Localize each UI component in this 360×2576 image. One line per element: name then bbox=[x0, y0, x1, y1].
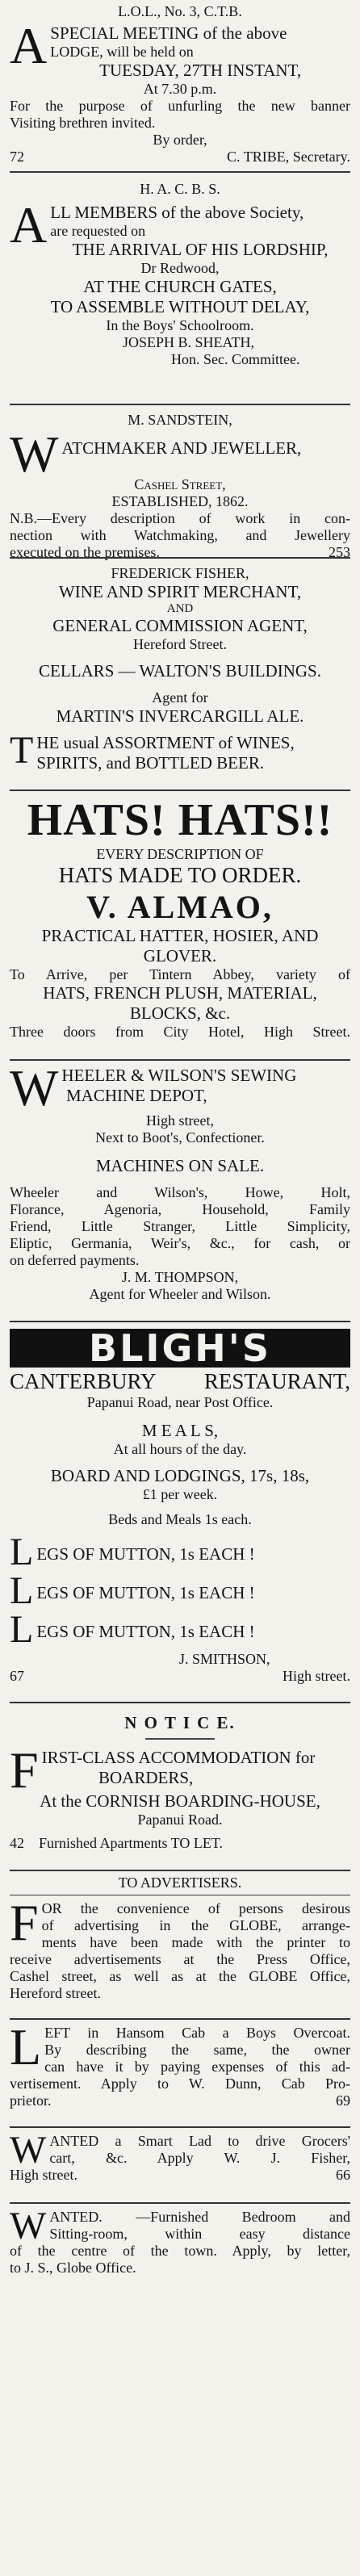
ad-text-line: Cashel Street, bbox=[134, 476, 226, 492]
column-rule bbox=[10, 1870, 350, 1871]
ad-text-line: of advertising in the GLOBE, arrange- bbox=[41, 1917, 350, 1933]
ad-text-line: Three doors from City Hotel, High Street. bbox=[10, 1024, 350, 1040]
ad-wanted-lad bbox=[10, 2129, 350, 2184]
ad-text-line: Wheeler and Wilson's, Howe, Holt, bbox=[10, 1184, 350, 1200]
column-rule bbox=[10, 557, 350, 559]
ad-text-line: TUESDAY, 27TH INSTANT, bbox=[99, 61, 302, 80]
ad-text-line: HATS, FRENCH PLUSH, MATERIAL, bbox=[43, 983, 317, 1003]
ad-text-line: TO ASSEMBLE WITHOUT DELAY, bbox=[50, 297, 310, 316]
ad-text-line: ESTABLISHED, 1862. bbox=[111, 493, 249, 509]
column-rule bbox=[10, 2126, 350, 2128]
drop-cap: L bbox=[10, 1531, 34, 1573]
ad-left-in-cab bbox=[10, 2018, 350, 2109]
ad-number: 253 bbox=[329, 544, 350, 560]
ad-headline: HATS! HATS!! bbox=[27, 795, 333, 845]
ad-text-line: By order, bbox=[153, 132, 207, 148]
ad-text-line: Papanui Road, near Post Office. bbox=[86, 1394, 274, 1410]
ad-signature: C. TRIBE, Secretary. bbox=[227, 149, 350, 165]
ad-text-line: ANTED. —Furnished Bedroom and bbox=[49, 2209, 350, 2225]
ad-text-line: High street. bbox=[10, 2167, 77, 2183]
title-rule bbox=[145, 1738, 215, 1740]
ad-text-line: At 7.30 p.m. bbox=[143, 81, 217, 97]
column-rule bbox=[10, 1702, 350, 1703]
ad-text-line: IRST-CLASS ACCOMMODATION for bbox=[41, 1748, 316, 1767]
ad-text-line: Hereford street. bbox=[10, 1985, 101, 2001]
column-rule bbox=[10, 790, 350, 791]
ad-text-line: MACHINES ON SALE. bbox=[95, 1156, 265, 1175]
ad-text-line: Hereford Street. bbox=[133, 636, 227, 652]
drop-cap: T bbox=[10, 729, 34, 772]
ad-text-line: GLOVER. bbox=[143, 946, 217, 965]
ad-text-line: M E A L S, bbox=[141, 1421, 219, 1440]
ad-text-line: Sitting-room, within easy distance bbox=[49, 2226, 350, 2242]
ad-text-line: RESTAURANT, bbox=[203, 1369, 350, 1393]
drop-cap: L bbox=[10, 2018, 42, 2075]
ad-text-line: SPIRITS, and BOTTLED BEER. bbox=[36, 753, 265, 773]
ad-text-line: For the purpose of unfurling the new banner bbox=[10, 98, 350, 114]
ad-text-line: Beds and Meals 1s each. bbox=[108, 1511, 252, 1527]
drop-cap: F bbox=[10, 1741, 39, 1799]
ad-text-line: GENERAL COMMISSION AGENT, bbox=[52, 616, 308, 635]
ad-text-line: THE ARRIVAL OF HIS LORDSHIP, bbox=[72, 240, 329, 259]
ad-text-line: PRACTICAL HATTER, HOSIER, AND bbox=[41, 926, 319, 945]
ad-sandstein bbox=[10, 412, 350, 561]
ad-text-line: EGS OF MUTTON, 1s EACH ! bbox=[36, 1544, 255, 1564]
ad-text-line: AT THE CHURCH GATES, bbox=[83, 277, 277, 296]
ad-text-line: vertisement. Apply to W. Dunn, Cab Pro- bbox=[10, 2075, 350, 2092]
ad-text-line: To Arrive, per Tintern Abbey, variety of bbox=[10, 966, 350, 982]
ad-number: 67 bbox=[10, 1668, 24, 1684]
ad-text-line: CELLARS — WALTON'S BUILDINGS. bbox=[39, 661, 321, 681]
drop-cap: A bbox=[10, 196, 48, 253]
ad-text-line: CANTERBURY bbox=[10, 1369, 157, 1393]
ad-text-line: to J. S., Globe Office. bbox=[10, 2260, 136, 2276]
ad-text-line: prietor. bbox=[10, 2092, 52, 2109]
ad-wheeler-wilson bbox=[10, 1059, 350, 1303]
ad-number: 69 bbox=[336, 2092, 350, 2109]
ad-title: H. A. C. B. S. bbox=[140, 181, 220, 197]
drop-cap: W bbox=[10, 425, 59, 483]
ad-text-line: EFT in Hansom Cab a Boys Overcoat. bbox=[44, 2025, 350, 2041]
ad-text-line: nection with Watchmaking, and Jewellery bbox=[10, 527, 350, 543]
ad-text-line: Dr Redwood, bbox=[140, 260, 220, 276]
column-rule bbox=[10, 171, 350, 173]
ad-number: 66 bbox=[336, 2167, 350, 2183]
ad-text-line: By describing the same, the owner bbox=[44, 2042, 350, 2058]
ad-signature: J. SMITHSON, bbox=[179, 1651, 270, 1667]
ad-business-name: FREDERICK FISHER, bbox=[111, 565, 249, 581]
ad-text-line: Agent for bbox=[152, 689, 208, 706]
ad-text-line: on deferred payments. bbox=[10, 1252, 140, 1268]
ad-text-line: High street. bbox=[283, 1668, 350, 1684]
ad-text-line: Cashel street, as well as at the GLOBE Office, bbox=[10, 1968, 350, 1984]
ad-almao bbox=[10, 794, 350, 1041]
ad-text-line: HATS MADE TO ORDER. bbox=[58, 863, 302, 887]
ad-text-line: ANTED a Smart Lad to drive Grocers' bbox=[49, 2133, 350, 2149]
ad-text-line: BOARD AND LODGINGS, 17s, 18s, bbox=[50, 1466, 310, 1485]
ad-text-line: Friend, Little Stranger, Little Simplicity, bbox=[10, 1218, 350, 1234]
drop-cap: F bbox=[10, 1894, 39, 1951]
ad-text-line: £1 per week. bbox=[142, 1486, 218, 1502]
ad-text-line: BOARDERS, bbox=[98, 1768, 194, 1787]
ad-text-line: At the CORNISH BOARDING-HOUSE, bbox=[40, 1791, 320, 1811]
ad-text-line: LL MEMBERS of the above Society, bbox=[50, 203, 304, 222]
ad-to-advertisers bbox=[10, 1874, 350, 2002]
ad-notice-boarding bbox=[10, 1713, 350, 1852]
ad-text-line: Furnished Apartments TO LET. bbox=[39, 1835, 223, 1851]
ad-blighs-restaurant bbox=[10, 1326, 350, 1685]
ad-number: 42 bbox=[10, 1835, 24, 1851]
ad-lol-lodge bbox=[10, 3, 350, 165]
column-rule bbox=[10, 2018, 350, 2020]
ad-text-line: High street, bbox=[146, 1112, 214, 1129]
ad-text-line: BLOCKS, &c. bbox=[129, 1003, 231, 1023]
ad-text-line: cart, &c. Apply W. J. Fisher, bbox=[49, 2150, 350, 2166]
ad-text-line: At all hours of the day. bbox=[113, 1441, 247, 1457]
column-rule bbox=[10, 1321, 350, 1322]
ad-text-line: Florance, Agenoria, Household, Family bbox=[10, 1201, 350, 1217]
drop-cap: W bbox=[10, 2129, 47, 2172]
ad-text-line: Eliptic, Germania, Weir's, &c., for cash, or bbox=[10, 1235, 350, 1251]
ad-text-line: EVERY DESCRIPTION OF bbox=[96, 846, 264, 862]
ad-text-line: AND bbox=[166, 602, 194, 615]
ad-text-line: SPECIAL MEETING of the above bbox=[50, 23, 287, 43]
ad-business-name: V. ALMAO, bbox=[86, 889, 274, 925]
ad-text-line: of the centre of the town. Apply, by letter, bbox=[10, 2243, 350, 2259]
ad-text-line: In the Boys' Schoolroom. bbox=[106, 317, 254, 333]
ad-text-line: OR the convenience of persons desirous bbox=[41, 1900, 350, 1916]
ad-signature: J. M. THOMPSON, bbox=[121, 1269, 239, 1285]
ad-signature: JOSEPH B. SHEATH, bbox=[123, 334, 255, 350]
drop-cap: W bbox=[10, 2205, 47, 2247]
ad-text-line: receive advertisements at the Press Office, bbox=[10, 1951, 350, 1967]
ad-text-line: ments have been made with the printer to bbox=[41, 1934, 350, 1950]
ad-wanted-rooms bbox=[10, 2205, 350, 2277]
drop-cap: A bbox=[10, 17, 48, 74]
ad-title: TO ADVERTISERS. bbox=[118, 1874, 242, 1891]
ad-number: 72 bbox=[10, 149, 24, 165]
ad-text-line: are requested on bbox=[50, 223, 146, 239]
ad-text-line: Agent for Wheeler and Wilson. bbox=[89, 1286, 271, 1302]
ad-fisher bbox=[10, 565, 350, 773]
ad-text-line: ATCHMAKER AND JEWELLER, bbox=[61, 438, 302, 458]
ad-text-line: Hon. Sec. Committee. bbox=[171, 351, 300, 367]
drop-cap: L bbox=[10, 1608, 34, 1651]
ad-text-line: WINE AND SPIRIT MERCHANT, bbox=[58, 582, 302, 601]
ad-text-line: HEELER & WILSON'S SEWING bbox=[61, 1066, 297, 1085]
ad-text-line: Visiting brethren invited. bbox=[10, 115, 156, 131]
ad-text-line: executed on the premises. bbox=[10, 544, 160, 560]
ad-text-line: EGS OF MUTTON, 1s EACH ! bbox=[36, 1583, 255, 1602]
ad-text-line: can have it by paying expenses of this ad- bbox=[44, 2059, 350, 2075]
column-rule bbox=[10, 2202, 350, 2204]
ad-title: N O T I C E. bbox=[124, 1713, 236, 1732]
ad-hacbs bbox=[10, 181, 350, 368]
column-rule bbox=[10, 404, 350, 405]
drop-cap: L bbox=[10, 1569, 34, 1612]
ad-text-line: HE usual ASSORTMENT of WINES, bbox=[36, 733, 295, 752]
ad-text-line: LODGE, will be held on bbox=[50, 44, 194, 60]
drop-cap: W bbox=[10, 1059, 59, 1116]
column-rule bbox=[10, 1059, 350, 1061]
ad-title: L.O.L., No. 3, C.T.B. bbox=[118, 3, 242, 19]
ad-text-line: MARTIN'S INVERCARGILL ALE. bbox=[56, 706, 304, 726]
blighs-banner: BLIGH'S bbox=[10, 1329, 350, 1368]
ad-text-line: Papanui Road. bbox=[137, 1812, 223, 1828]
ad-business-name: M. SANDSTEIN, bbox=[128, 412, 232, 428]
ad-text-line: Next to Boot's, Confectioner. bbox=[95, 1129, 265, 1146]
ad-text-line: N.B.—Every description of work in con- bbox=[10, 510, 350, 526]
ad-text-line: MACHINE DEPOT, bbox=[66, 1086, 207, 1105]
ad-text-line: EGS OF MUTTON, 1s EACH ! bbox=[36, 1622, 255, 1641]
